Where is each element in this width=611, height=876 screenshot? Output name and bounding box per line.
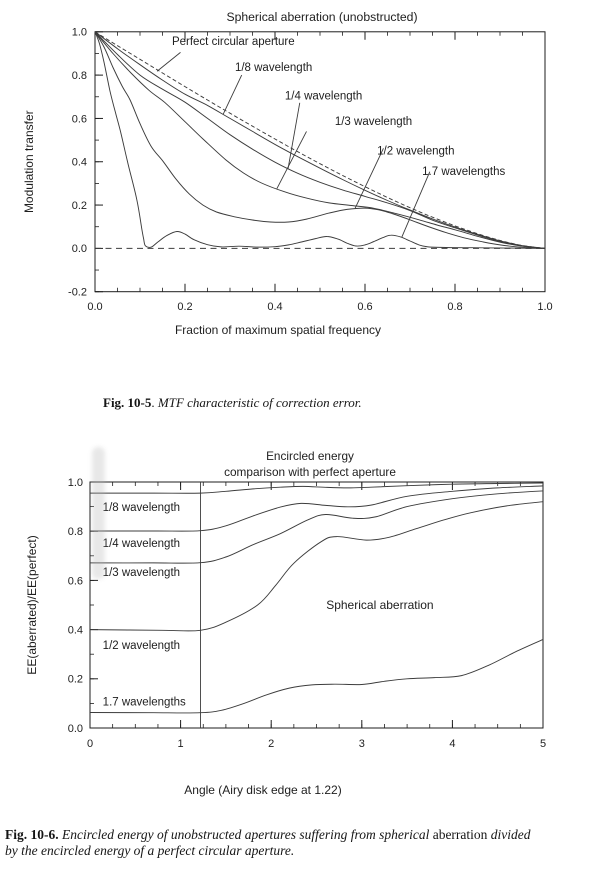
figure6-caption (5, 827, 605, 860)
figure5-caption (103, 395, 362, 411)
label-leader-line (277, 131, 307, 188)
x-tick-label: 2 (268, 738, 275, 750)
y-axis-label: Modulation transfer (22, 110, 36, 214)
y-tick-label: 0.2 (67, 673, 83, 686)
curve-label: Spherical aberration (326, 598, 434, 613)
y-tick-label: 0.6 (71, 113, 87, 126)
figure6-caption-italic3: by the encircled energy of a perfect circular aperture. (5, 843, 295, 859)
y-tick-label: 0.0 (71, 243, 87, 256)
y-tick-label: 0.0 (67, 722, 83, 735)
x-tick-label: 5 (539, 738, 547, 750)
curve-label: Perfect circular aperture (171, 36, 295, 49)
figure5-caption-separator: . (151, 395, 158, 410)
curve-label: 1/4 wavelength (284, 90, 363, 103)
x-tick-label: 3 (358, 738, 365, 750)
label-leader-line (223, 75, 241, 114)
plot-frame (95, 32, 545, 292)
y-tick-label: 0.2 (71, 199, 87, 212)
curve-label: 1/4 wavelength (102, 538, 181, 551)
y-tick-label: 0.4 (71, 156, 87, 169)
figure5-caption-text: MTF characteristic of correction error. (157, 395, 362, 410)
figure5-caption-label: Fig. 10-5 (103, 395, 152, 410)
y-axis-label: EE(aberrated)/EE(perfect) (25, 535, 39, 675)
curve-label: 1/8 wavelength (234, 61, 313, 74)
figure6-caption-roman-word: aberration (432, 827, 488, 842)
curve-label: 1.7 wavelengths (422, 165, 506, 178)
curve-label: 1/3 wavelength (334, 116, 413, 129)
x-tick-label: 0.8 (447, 301, 463, 313)
y-tick-label: 0.4 (67, 624, 83, 637)
y-tick-label: 1.0 (67, 476, 83, 489)
label-leader-line (402, 172, 430, 237)
x-axis-label: Fraction of maximum spatial frequency (174, 323, 382, 337)
figure6-caption-label: Fig. 10-6. (5, 827, 59, 842)
y-tick-label: 0.8 (67, 526, 83, 539)
scan-artifact (92, 447, 105, 579)
chart-title: Encircled energy (266, 449, 354, 463)
curve-label: 1/8 wavelength (102, 502, 181, 515)
curve-label: 1/2 wavelength (102, 640, 181, 653)
series-1-2-wavelength (95, 32, 545, 249)
curve-label: 1/3 wavelength (102, 567, 181, 580)
label-leader-line (288, 103, 300, 169)
chart-subtitle: comparison with perfect aperture (224, 465, 396, 479)
chart-title: Spherical aberration (unobstructed) (226, 10, 418, 24)
y-tick-label: 0.6 (67, 575, 83, 588)
y-tick-label: 0.8 (71, 69, 87, 82)
x-tick-label: 0.2 (177, 301, 193, 313)
x-tick-label: 0.4 (267, 301, 283, 313)
x-tick-label: 0.0 (87, 301, 103, 313)
x-axis-label: Angle (Airy disk edge at 1.22) (184, 783, 342, 797)
figure6-caption-italic1: Encircled energy of unobstructed apertures suffering from spherical (58, 827, 433, 842)
x-tick-label: 4 (449, 738, 456, 750)
y-tick-label: -0.2 (68, 286, 87, 299)
plot-frame (90, 482, 543, 728)
figure6-caption-italic2: divided (487, 827, 531, 842)
label-leader-line (157, 52, 180, 71)
x-tick-label: 0.6 (357, 301, 373, 313)
mtf-figure (0, 0, 611, 345)
curve-label: 1/2 wavelength (377, 145, 455, 158)
x-tick-label: 1 (177, 738, 184, 750)
curve-label: 1.7 wavelengths (102, 696, 186, 709)
y-tick-label: 1.0 (71, 26, 87, 39)
x-tick-label: 1.0 (537, 301, 553, 313)
x-tick-label: 0 (86, 738, 94, 750)
